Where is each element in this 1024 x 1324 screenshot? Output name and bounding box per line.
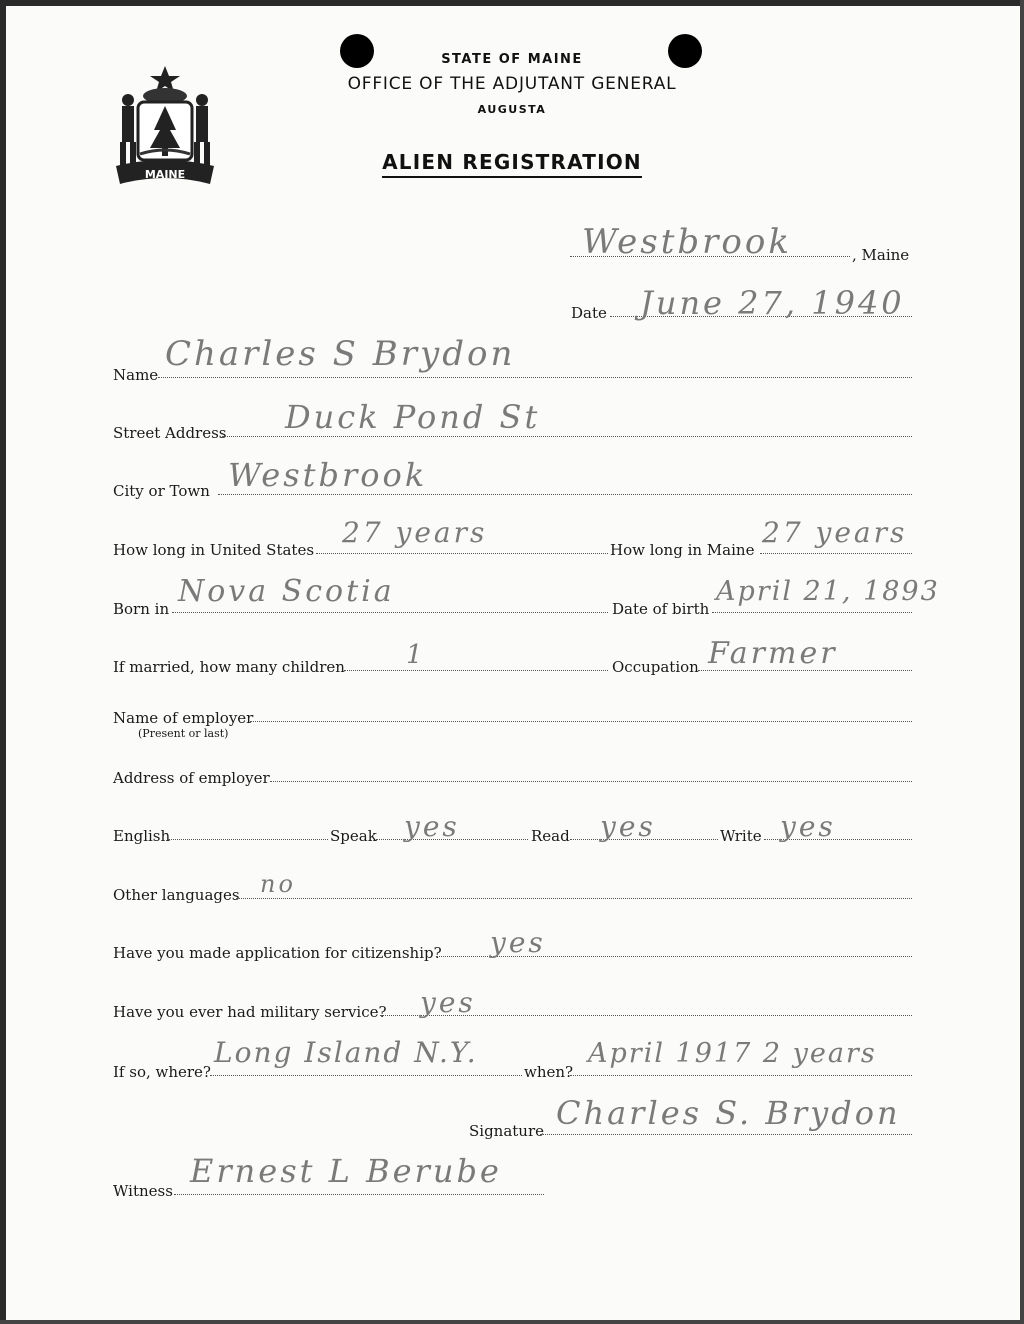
employer-address-label: Address of employer [113, 769, 270, 787]
street-address-label: Street Address [113, 424, 227, 442]
speak-label: Speak [330, 827, 377, 845]
other-languages-label: Other languages [113, 886, 240, 904]
maine-label: , Maine [852, 246, 910, 264]
scan-edge-bottom [0, 1320, 1024, 1324]
born-in-label: Born in [113, 600, 170, 618]
name-label: Name [113, 366, 159, 384]
header-state: STATE OF MAINE [441, 52, 583, 67]
how-long-us-line [316, 553, 608, 554]
date-of-birth-line [712, 612, 912, 613]
read-label: Read [531, 827, 570, 845]
how-long-maine-value: 27 years [762, 516, 908, 549]
when-label: when? [524, 1063, 574, 1081]
citizenship-value: yes [490, 926, 546, 959]
city-value: Westbrook [228, 456, 428, 494]
occupation-label: Occupation [612, 658, 699, 676]
date-label: Date [571, 304, 607, 322]
witness-value: Ernest L Berube [190, 1152, 502, 1190]
children-line [344, 670, 608, 671]
name-value: Charles S Brydon [165, 334, 516, 374]
children-label: If married, how many children [113, 658, 345, 676]
where-label: If so, where? [113, 1063, 211, 1081]
name-line [158, 377, 912, 378]
how-long-us-value: 27 years [342, 516, 488, 549]
citizenship-label: Have you made application for citizenship? [113, 944, 442, 962]
city-line [218, 494, 912, 495]
header-city: AUGUSTA [477, 103, 547, 116]
military-value: yes [420, 986, 476, 1019]
how-long-maine-line [760, 553, 912, 554]
form-title-text: ALIEN REGISTRATION [382, 150, 642, 178]
employer-name-label: Name of employer [113, 709, 254, 727]
scan-edge-left [0, 0, 6, 1324]
write-value: yes [780, 810, 836, 843]
employer-note: (Present or last) [138, 727, 229, 740]
children-value: 1 [406, 640, 426, 670]
speak-value: yes [404, 810, 460, 843]
born-in-line [172, 612, 608, 613]
employer-name-line [250, 721, 912, 722]
date-of-birth-value: April 21, 1893 [716, 576, 940, 607]
other-languages-line [236, 898, 912, 899]
english-label: English [113, 827, 171, 845]
witness-label: Witness [113, 1182, 173, 1200]
where-value: Long Island N.Y. [214, 1036, 478, 1069]
employer-address-line [270, 781, 912, 782]
other-languages-value: no [260, 870, 296, 898]
signature-line [540, 1134, 912, 1135]
born-in-value: Nova Scotia [178, 574, 395, 609]
header-office: OFFICE OF THE ADJUTANT GENERAL [347, 74, 677, 94]
street-address-line [222, 436, 912, 437]
signature-label: Signature [469, 1122, 545, 1140]
read-value: yes [600, 810, 656, 843]
city-label: City or Town [113, 482, 210, 500]
scan-edge-top [0, 0, 1024, 6]
signature-value: Charles S. Brydon [556, 1094, 901, 1132]
occupation-value: Farmer [708, 636, 838, 671]
military-label: Have you ever had military service? [113, 1003, 387, 1021]
when-line [570, 1075, 912, 1076]
write-label: Write [720, 827, 762, 845]
how-long-us-label: How long in United States [113, 541, 315, 559]
how-long-maine-label: How long in Maine [610, 541, 755, 559]
street-address-value: Duck Pond St [285, 398, 541, 436]
witness-line [174, 1194, 544, 1195]
date-of-birth-label: Date of birth [612, 600, 710, 618]
seal-text: MAINE [144, 168, 186, 181]
english-line [168, 839, 328, 840]
town-value: Westbrook [582, 222, 792, 262]
date-value: June 27, 1940 [640, 284, 905, 322]
scan-edge-right [1020, 0, 1024, 1324]
form-title [0, 150, 1024, 174]
where-line [210, 1075, 522, 1076]
when-value: April 1917 2 years [588, 1038, 877, 1069]
